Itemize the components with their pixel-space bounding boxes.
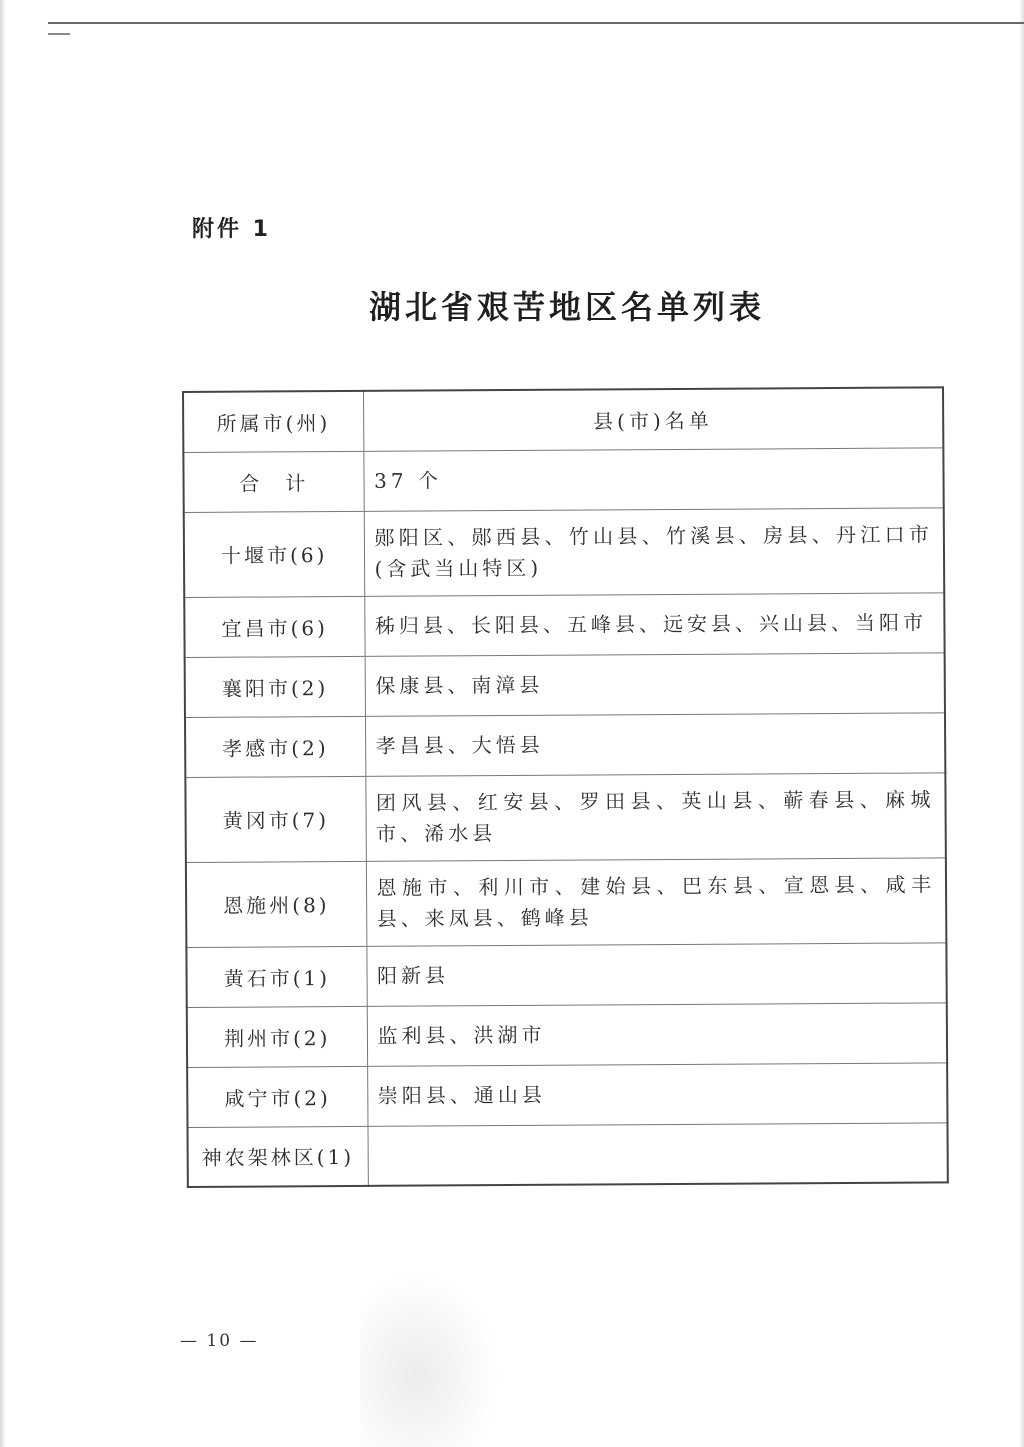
table-row <box>187 1062 947 1127</box>
table-row <box>184 592 944 657</box>
counties-cell: 孝昌县、大悟县 <box>365 712 945 776</box>
table-row <box>184 507 945 597</box>
city-cell: 孝感市(2) <box>185 716 365 777</box>
table-row <box>186 942 946 1007</box>
county-table <box>182 386 949 1188</box>
city-cell: 荆州市(2) <box>187 1006 367 1067</box>
table-row <box>185 772 946 862</box>
counties-cell: 团风县、红安县、罗田县、英山县、蕲春县、麻城市、浠水县 <box>365 772 946 861</box>
counties-cell: 崇阳县、通山县 <box>367 1062 947 1126</box>
counties-cell <box>367 1122 947 1186</box>
scan-corner-mark <box>48 33 70 35</box>
column-header-city: 所属市(州) <box>183 391 363 452</box>
city-cell: 咸宁市(2) <box>187 1066 367 1127</box>
document-title: 湖北省艰苦地区名单列表 <box>368 288 765 326</box>
counties-cell: 郧阳区、郧西县、竹山县、竹溪县、房县、丹江口市(含武当山特区) <box>364 507 945 596</box>
county-table-wrapper <box>182 386 947 1188</box>
table-header-row <box>183 387 943 452</box>
city-cell: 神农架林区(1) <box>187 1126 367 1187</box>
scan-left-edge <box>0 0 6 1447</box>
page-number: — 10 — <box>180 1331 259 1351</box>
scan-right-edge <box>1019 0 1024 1447</box>
counties-cell: 恩施市、利川市、建始县、巴东县、宣恩县、咸丰县、来凤县、鹤峰县 <box>366 857 947 946</box>
total-value: 37 个 <box>363 447 943 511</box>
city-cell: 十堰市(6) <box>184 511 365 597</box>
counties-cell: 保康县、南漳县 <box>365 652 945 716</box>
table-row <box>186 857 947 947</box>
scan-top-border-line <box>48 22 1024 24</box>
city-cell: 宜昌市(6) <box>184 596 364 657</box>
counties-cell: 阳新县 <box>366 942 946 1006</box>
counties-cell: 监利县、洪湖市 <box>367 1002 947 1066</box>
table-row <box>185 712 945 777</box>
scan-smudge <box>360 1270 500 1447</box>
counties-cell: 秭归县、长阳县、五峰县、远安县、兴山县、当阳市 <box>364 592 944 656</box>
attachment-label: 附件 1 <box>192 217 271 242</box>
table-row <box>185 652 945 717</box>
table-row <box>187 1122 947 1187</box>
city-cell: 黄石市(1) <box>186 946 366 1007</box>
city-cell: 黄冈市(7) <box>185 776 366 862</box>
column-header-counties: 县(市)名单 <box>363 387 943 451</box>
total-label: 合 计 <box>183 451 363 512</box>
table-row <box>187 1002 947 1067</box>
city-cell: 恩施州(8) <box>186 861 367 947</box>
total-row <box>183 447 943 512</box>
city-cell: 襄阳市(2) <box>185 656 365 717</box>
